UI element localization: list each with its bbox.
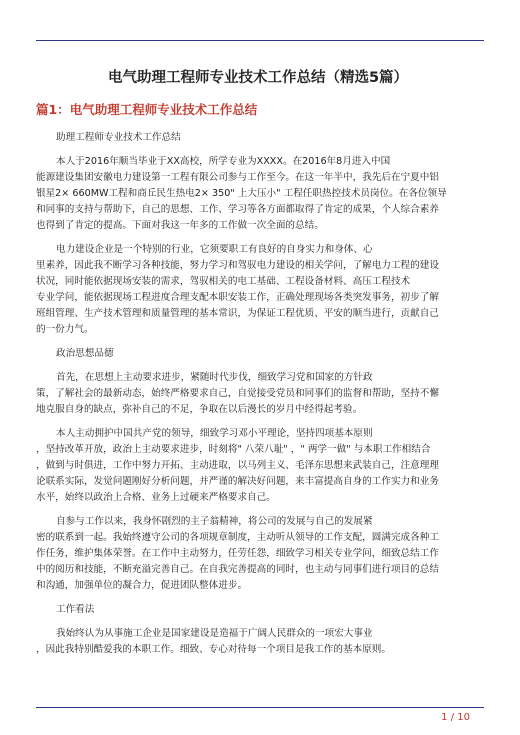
paragraph-line: 银星2× 660MW工程和商丘民生热电2× 350" 上大压小" 工程任职热控技术员岗位。在各位领导 bbox=[36, 188, 447, 199]
paragraph-line: 电力建设企业是一个特别的行业，它须要职工有良好的自身实力和身体、心 bbox=[56, 244, 373, 255]
footer-rule bbox=[36, 707, 484, 708]
paragraph-line: 我始终认为从事施工企业是国家建设是造福于广阔人民群众的一项宏大事业 bbox=[56, 628, 373, 639]
header-rule bbox=[36, 40, 484, 41]
paragraph-line: 自参与工作以来，我身怀剧烈的主子翁精神，将公司的发展与自己的发展紧 bbox=[56, 516, 373, 527]
paragraph-line: ，做到与时俱进，工作中努力开拓、主动进取，以马列主义、毛泽东思想来武装自己，注意理理 bbox=[36, 460, 439, 471]
paragraph-line: 状况，同时能依据现场安装的需求，驾驭相关的电工基础、工程设备材料、高压工程技术 bbox=[36, 276, 411, 287]
paragraph-line: 策，了解社会的最新动态，始终严格要求自己，自觉接受党员和同事们的监督和帮助，坚持不懈 bbox=[36, 388, 439, 399]
document-title: 电气助理工程师专业技术工作总结（精选5篇） bbox=[107, 70, 409, 86]
paragraph bbox=[36, 242, 480, 338]
paragraph-line: 的一份力气。 bbox=[36, 324, 94, 335]
paragraph bbox=[36, 626, 480, 658]
paragraph-line: 也得到了肯定的提高。下面对我这一年多的工作做一次全面的总结。 bbox=[36, 220, 324, 231]
paragraph-line: 里素养，因此我不断学习各种技能，努力学习和驾驭电力建设的相关学问，了解电力工程的建设 bbox=[36, 260, 439, 271]
paragraph-line: 水平，始终以政治上合格、业务上过硬来严格要求自己。 bbox=[36, 492, 276, 503]
subheading-politics: 政治思想品德 bbox=[56, 348, 114, 359]
paragraph bbox=[36, 426, 480, 506]
paragraph bbox=[36, 370, 480, 418]
paragraph-line: 地克服自身的缺点，弥补自己的不足，争取在以后漫长的岁月中经得起考验。 bbox=[36, 404, 363, 415]
paragraph-line: ，因此我特别酷爱我的本职工作。细致、专心对待每一个项目是我工作的基本原则。 bbox=[36, 644, 391, 655]
paragraph-line: 本人主动拥护中国共产党的领导，细致学习邓小平理论，坚持四项基本原则 bbox=[56, 428, 373, 439]
paragraph-line: 首先，在思想上主动要求进步，紧随时代步伐，细致学习党和国家的方针政 bbox=[56, 372, 373, 383]
paragraph-line: 作任务，维护集体荣誉。在工作中主动努力，任劳任怨，细致学习相关专业学问，细致总结工作 bbox=[36, 548, 439, 559]
paragraph-line: 中的阅历和技能，不断充溢完善自己。在自我完善提高的同时，也主动与同事们进行项目的总结 bbox=[36, 564, 439, 575]
paragraph-line: 和同事的支持与帮助下，自己的思想、工作、学习等各方面都取得了肯定的成果，个人综合素养 bbox=[36, 204, 439, 215]
document-body bbox=[36, 66, 480, 666]
paragraph-line: 和沟通，加强单位的凝合力，促进团队整体进步。 bbox=[36, 580, 248, 591]
paragraph-line: 班组管理、生产技术管理和质量管理的基本常识，为保证工程优质、平安的顺当进行，贡献自己 bbox=[36, 308, 439, 319]
subheading-work-view: 工作看法 bbox=[56, 604, 95, 615]
paragraph bbox=[36, 154, 480, 234]
paragraph bbox=[36, 514, 480, 594]
page-number: 1 / 10 bbox=[441, 712, 470, 723]
paragraph-line: 密的联系到一起。我始终遵守公司的各项规章制度，主动听从领导的工作支配，圆满完成各种工 bbox=[36, 532, 439, 543]
paragraph-line: 专业学问，能依据现场工程进度合理支配本职安装工作，正确处理现场各类突发事务，初步了解 bbox=[36, 292, 439, 303]
paragraph-line: 本人于2016年顺当毕业于XX高校，所学专业为XXXX。在2016年8月进入中国 bbox=[56, 156, 391, 167]
paragraph-line: 能源建设集团安徽电力建设第一工程有限公司参与工作至今。在这一年半中，我先后在宁夏中铝 bbox=[36, 172, 439, 183]
paragraph-line: ，坚持改革开放，政治上主动要求进步，时刻将" 八荣八耻" ，" 两学一做" 与本职工作相结合 bbox=[36, 444, 431, 455]
subheading-summary: 助理工程师专业技术工作总结 bbox=[56, 132, 181, 143]
section-heading: 篇1：电气助理工程师专业技术工作总结 bbox=[36, 102, 258, 117]
paragraph-line: 论联系实际，发觉问题刚好分析问题，并严谨的解决好问题，来丰富提高自身的工作实力和业务 bbox=[36, 476, 439, 487]
